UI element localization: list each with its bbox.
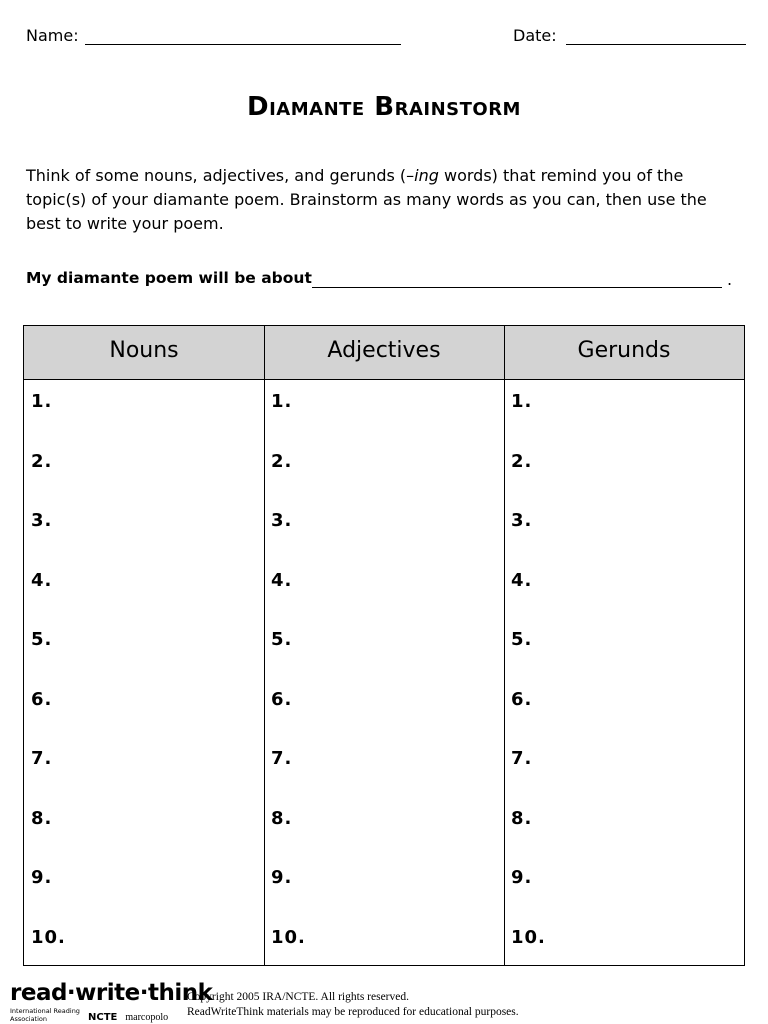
- instructions: [26, 164, 726, 236]
- row-number-gerunds: 4.: [511, 569, 533, 591]
- table-header: [24, 326, 744, 380]
- row-number-nouns: 1.: [31, 391, 53, 412]
- copyright-text: Copyright 2005 IRA/NCTE. All rights reserved.: [187, 991, 409, 1003]
- column-header-gerunds: Gerunds: [577, 338, 671, 363]
- row-number-nouns: 4.: [31, 569, 53, 591]
- readwritethink-logo: [10, 980, 212, 1023]
- name-label: Name:: [26, 26, 79, 45]
- row-number-nouns: 7.: [31, 748, 53, 769]
- date-label: Date:: [513, 26, 557, 45]
- row-number-adjectives: 5.: [271, 629, 293, 650]
- reproduce-text: ReadWriteThink materials may be reproduced for educational purposes.: [187, 1006, 519, 1018]
- row-number-gerunds: 10.: [511, 926, 546, 948]
- name-field[interactable]: [85, 44, 401, 45]
- row-number-gerunds: 9.: [511, 867, 533, 888]
- row-number-nouns: 5.: [31, 629, 53, 650]
- row-number-gerunds: 7.: [511, 748, 533, 769]
- row-number-gerunds: 5.: [511, 629, 533, 650]
- column-header-nouns: Nouns: [109, 338, 179, 363]
- logo-marcopolo: marcopolo: [125, 1012, 169, 1023]
- row-number-nouns: 2.: [31, 450, 53, 472]
- column-divider: [264, 326, 265, 965]
- row-number-gerunds: 2.: [511, 450, 533, 472]
- brainstorm-table: [23, 325, 745, 966]
- row-number-adjectives: 8.: [271, 807, 293, 829]
- row-number-adjectives: 4.: [271, 569, 293, 591]
- row-number-nouns: 3.: [31, 510, 53, 531]
- row-number-adjectives: 2.: [271, 450, 293, 472]
- column-divider: [504, 326, 505, 965]
- instructions-part2: words) that remind you of the topic(s) of your diamante poem. Brainstorm as many words as you can, then use the best to write your poem.: [26, 166, 707, 233]
- row-number-nouns: 10.: [31, 926, 66, 948]
- row-number-gerunds: 3.: [511, 510, 533, 531]
- poem-about-label: My diamante poem will be about: [26, 269, 312, 287]
- row-number-adjectives: 10.: [271, 926, 306, 948]
- logo-ira: International Reading Association: [10, 1007, 80, 1023]
- row-number-adjectives: 6.: [271, 688, 293, 710]
- row-number-adjectives: 9.: [271, 867, 293, 888]
- poem-about-field[interactable]: [312, 287, 722, 288]
- row-number-adjectives: 3.: [271, 510, 293, 531]
- instructions-ing: ing: [414, 166, 439, 185]
- row-number-gerunds: 8.: [511, 807, 533, 829]
- poem-about-period: .: [727, 270, 733, 289]
- row-number-nouns: 9.: [31, 867, 53, 888]
- row-number-adjectives: 1.: [271, 391, 293, 412]
- row-number-nouns: 6.: [31, 688, 53, 710]
- logo-text: read·write·think: [10, 980, 213, 1006]
- column-header-adjectives: Adjectives: [327, 338, 441, 363]
- instructions-part1: Think of some nouns, adjectives, and gerunds (–: [26, 166, 415, 185]
- page-title: Diamante Brainstorm: [247, 92, 521, 122]
- date-field[interactable]: [566, 44, 746, 45]
- logo-ncte: NCTE: [88, 1012, 118, 1023]
- row-number-gerunds: 1.: [511, 391, 533, 412]
- row-number-gerunds: 6.: [511, 688, 533, 710]
- row-number-nouns: 8.: [31, 807, 53, 829]
- row-number-adjectives: 7.: [271, 748, 293, 769]
